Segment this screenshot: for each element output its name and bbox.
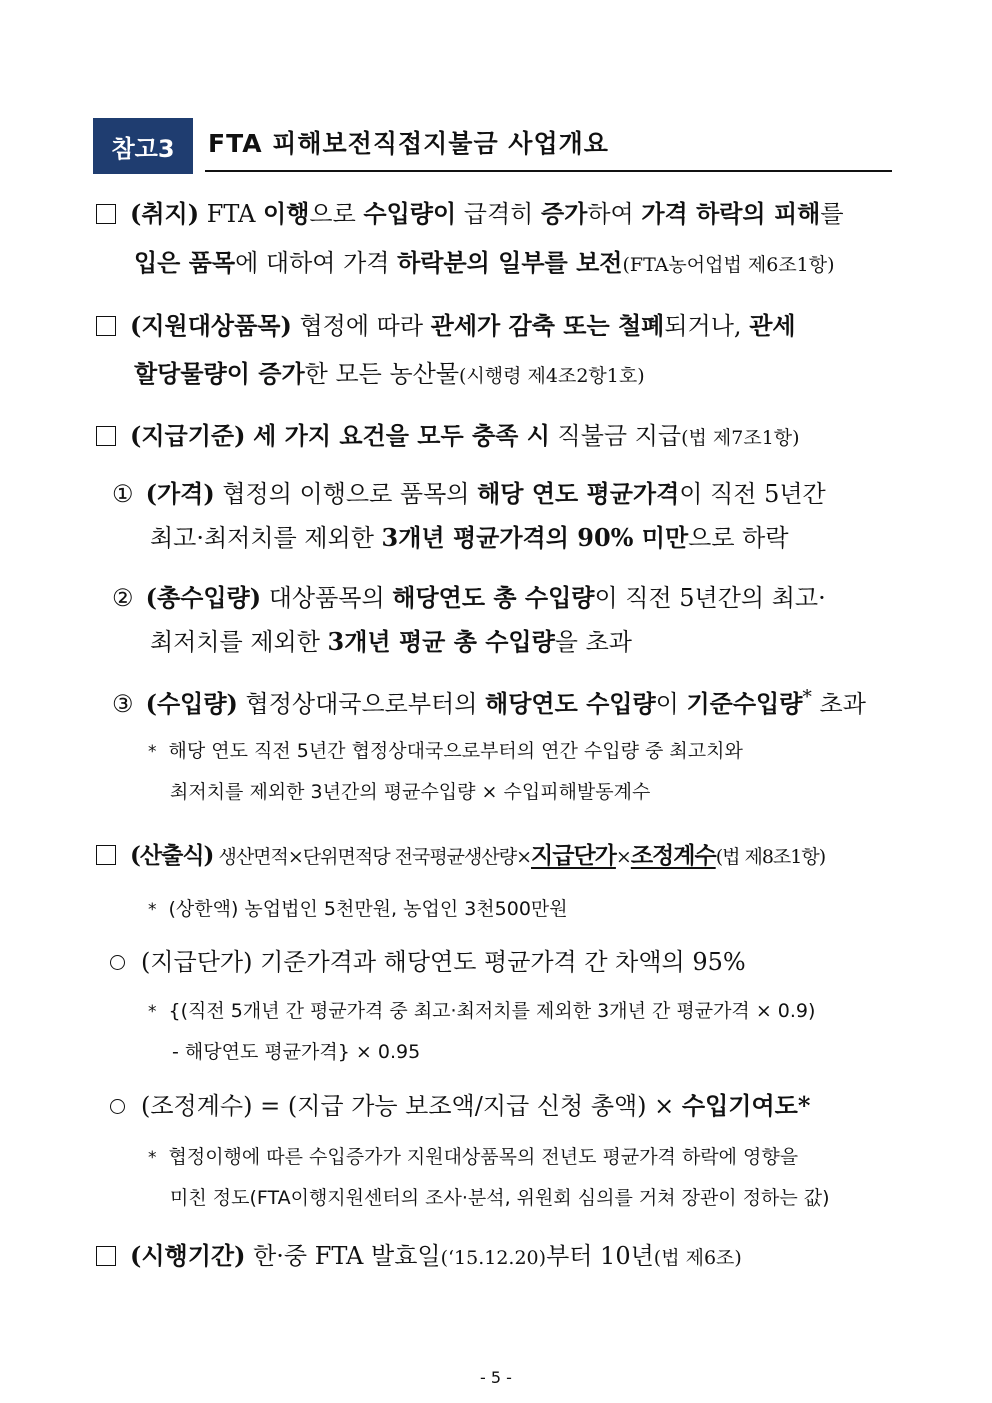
text: 직불금 지급	[549, 422, 682, 450]
text: 으로 하락	[688, 524, 789, 552]
text: 최고·최저치를 제외한	[150, 524, 382, 552]
text: 생산면적×단위면적당 전국평균생산량×	[213, 846, 532, 868]
text: 으로	[309, 200, 364, 228]
law-reference: (FTA농어업법 제6조1항)	[622, 254, 835, 276]
period-line	[96, 1242, 742, 1271]
text: 조정계수	[630, 842, 716, 869]
adjustment-factor-note-line-1	[148, 1146, 798, 1169]
text: (총수입량)	[145, 583, 262, 612]
text: (조정계수) = (지급 가능 보조액/지급 신청 총액) ×	[141, 1092, 682, 1120]
page-number: - 5 -	[480, 1368, 512, 1387]
text: {(직전 5개년 간 평균가격 중 최고·최저치를 제외한 3개년 간 평균가격 × 0.9)	[168, 1000, 816, 1022]
text: 할당물량이 증가	[134, 359, 305, 388]
text: 협정상대국으로부터의	[237, 690, 486, 718]
text: FTA	[199, 200, 264, 228]
text: 되거나,	[664, 312, 750, 340]
text: 수입기여도*	[681, 1091, 811, 1120]
eligible-items-label: (지원대상품목)	[130, 311, 292, 340]
criterion-price-line-1	[112, 480, 826, 509]
text: (지급단가) 기준가격과 해당연도 평균가격 간 차액의 95%	[141, 948, 746, 976]
title-underline	[205, 170, 892, 172]
criterion-import-line	[112, 686, 866, 719]
text: (수입량)	[145, 689, 238, 718]
text: 를	[820, 200, 844, 228]
text: 최저치를 제외한	[150, 628, 328, 656]
criterion-import-note-line-2	[170, 781, 650, 804]
adjustment-factor-note-line-2	[170, 1187, 830, 1210]
criterion-total-import-line-1	[112, 584, 826, 613]
bullet-circle-icon	[110, 1099, 125, 1114]
purpose-line-2	[134, 249, 835, 278]
text: 한·중 FTA 발효일	[245, 1242, 441, 1270]
section-badge: 참고3	[93, 118, 193, 174]
unit-price-note-line-2	[172, 1041, 420, 1064]
text: 협정에 따라	[291, 312, 431, 340]
purpose-label: (취지)	[130, 199, 200, 228]
text: - 해당연도 평균가격} × 0.95	[172, 1041, 421, 1063]
eligible-items-line-1	[96, 312, 796, 341]
text: 이	[655, 690, 687, 718]
checkbox-square-icon	[96, 1246, 116, 1266]
text: 관세가 감축 또는 철폐	[430, 311, 665, 340]
text: 가격 하락의 피해	[641, 199, 821, 228]
formula-label: (산출식)	[130, 842, 214, 869]
footnote-marker: *	[148, 1148, 157, 1168]
text: 한 모든 농산물	[304, 360, 460, 388]
purpose-line-1	[96, 200, 844, 229]
text: 이행	[263, 199, 310, 228]
text: 하여	[587, 200, 642, 228]
formula-line	[96, 842, 825, 871]
text: 하락분의 일부를 보전	[397, 248, 623, 277]
text: 지급단가	[531, 842, 616, 869]
footnote-marker: *	[148, 742, 157, 762]
text	[245, 422, 253, 450]
criterion-price-line-2	[150, 524, 789, 553]
adjustment-factor-line	[110, 1092, 810, 1121]
text: 이 직전 5년간	[679, 480, 826, 508]
text: 해당 연도 평균가격	[477, 479, 680, 508]
payment-criteria-label: (지급기준)	[130, 421, 246, 450]
law-reference: (법 제8조1항)	[715, 846, 826, 868]
circled-number-1: ①	[112, 480, 134, 508]
period-label: (시행기간)	[130, 1241, 246, 1270]
text: 협정이행에 따른 수입증가가 지원대상품목의 전년도 평균가격 하락에 영향을	[168, 1146, 799, 1168]
circled-number-3: ③	[112, 690, 134, 718]
checkbox-square-icon	[96, 316, 116, 336]
circled-number-2: ②	[112, 584, 134, 612]
text: 입은 품목	[134, 248, 236, 277]
page-title: FTA 피해보전직접지불금 사업개요	[208, 129, 609, 158]
text: 3개년 평균가격의 90% 미만	[381, 523, 689, 552]
text: 세 가지 요건을 모두 충족 시	[253, 421, 550, 450]
text: 대상품목의	[261, 584, 393, 612]
bullet-circle-icon	[110, 955, 125, 970]
checkbox-square-icon	[96, 204, 116, 224]
criterion-total-import-line-2	[150, 628, 632, 657]
unit-price-line	[110, 948, 746, 977]
eligible-items-line-2	[134, 360, 645, 389]
text: 증가	[540, 199, 588, 228]
text: 을 초과	[554, 628, 632, 656]
footnote-marker: *	[148, 1002, 157, 1022]
text: ×	[615, 846, 631, 868]
text: 관세	[749, 311, 796, 340]
checkbox-square-icon	[96, 426, 116, 446]
text: 초과	[811, 690, 866, 718]
text: 해당연도 총 수입량	[392, 583, 595, 612]
text: 미친 정도(FTA이행지원센터의 조사·분석, 위원회 심의를 거쳐 장관이 정하는 값)	[170, 1187, 830, 1209]
formula-note	[148, 898, 568, 921]
text: (‘15.12.20)	[440, 1247, 547, 1269]
checkbox-square-icon	[96, 845, 116, 865]
text: 해당 연도 직전 5년간 협정상대국으로부터의 연간 수입량 중 최고치와	[168, 740, 743, 762]
text: 급격히	[456, 200, 541, 228]
text: 해당연도 수입량	[485, 689, 656, 718]
text: 3개년 평균 총 수입량	[327, 627, 555, 656]
payment-criteria-line	[96, 422, 800, 451]
text: 기준수입량	[686, 689, 803, 718]
criterion-import-note-line-1	[148, 740, 743, 763]
text: 협정의 이행으로 품목의	[214, 480, 478, 508]
text: 부터 10년	[546, 1242, 654, 1270]
law-reference: (시행령 제4조2항1호)	[459, 365, 645, 387]
unit-price-note-line-1	[148, 1000, 815, 1023]
footnote-marker: *	[802, 686, 812, 708]
text: 에 대하여 가격	[235, 249, 398, 277]
text: 이 직전 5년간의 최고·	[594, 584, 826, 612]
text: (가격)	[145, 479, 215, 508]
law-reference: (법 제6조)	[653, 1247, 742, 1269]
law-reference: (법 제7조1항)	[681, 427, 800, 449]
text: 최저치를 제외한 3년간의 평균수입량 × 수입피해발동계수	[170, 781, 651, 803]
text: 수입량이	[363, 199, 457, 228]
text: (상한액) 농업법인 5천만원, 농업인 3천500만원	[168, 898, 568, 920]
footnote-marker: *	[148, 900, 157, 920]
